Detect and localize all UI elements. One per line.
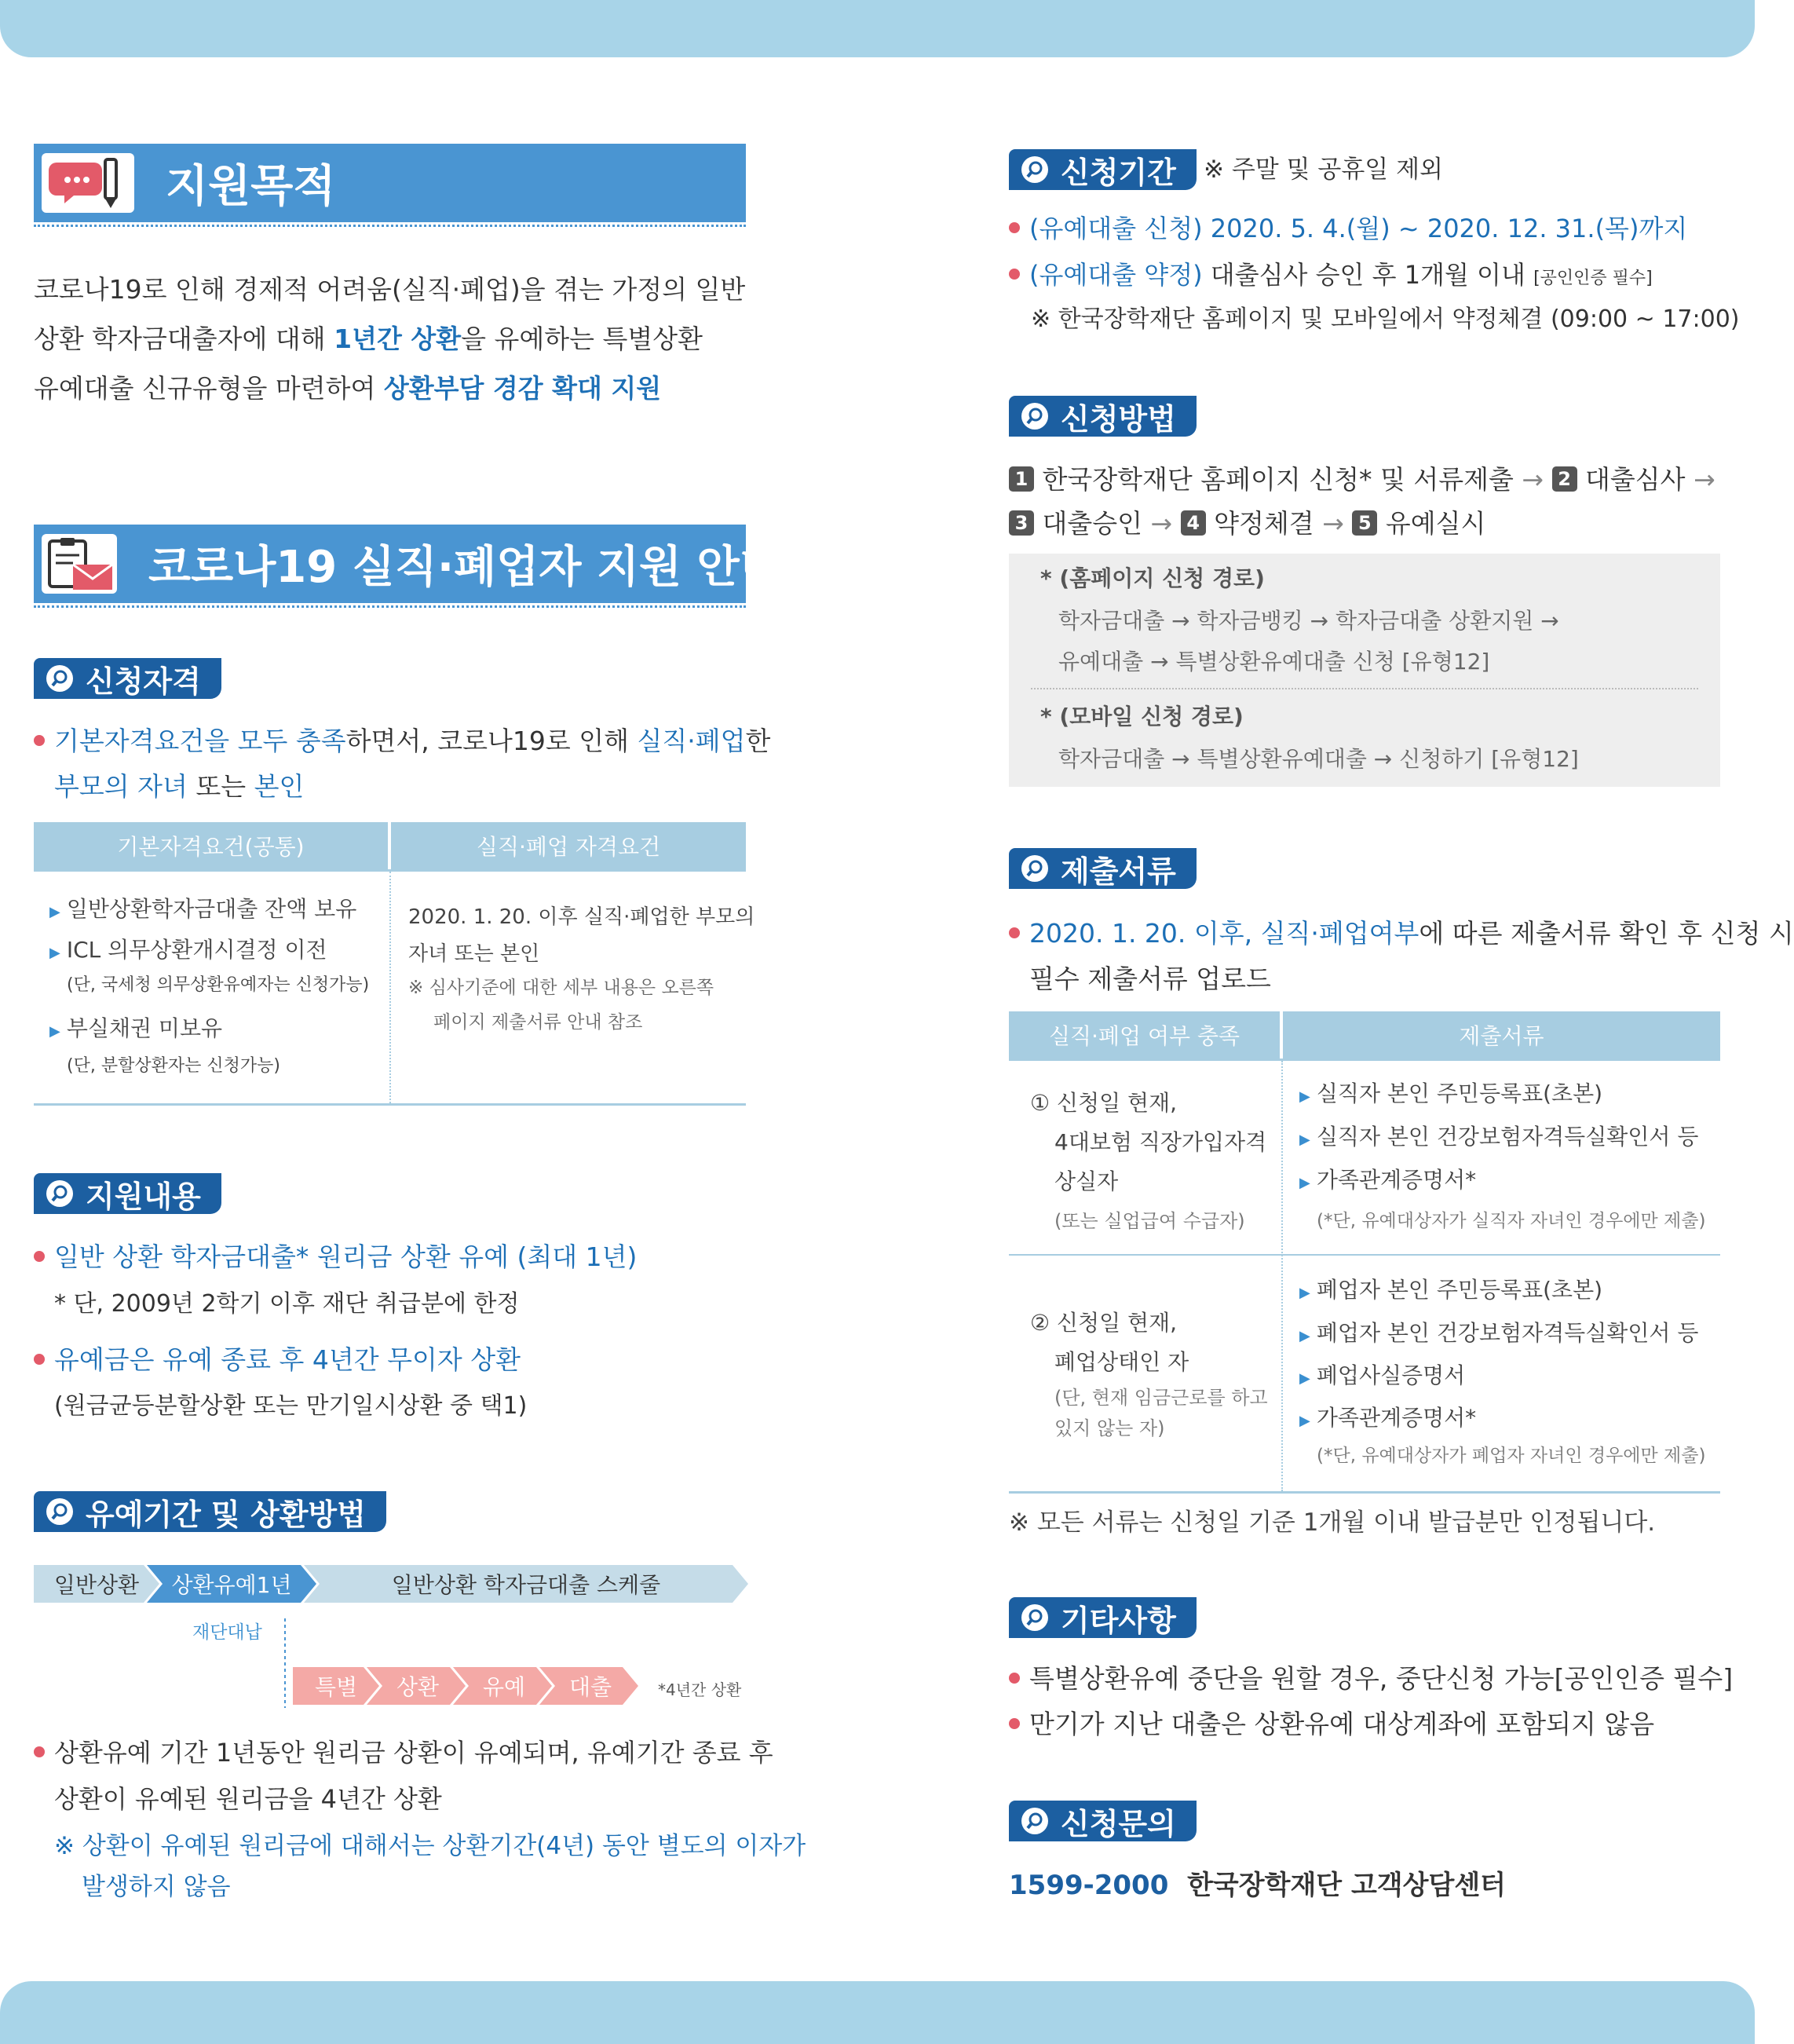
method-steps-line1 (1009, 457, 1715, 503)
eligibility-l2-c: 본인 (254, 771, 305, 802)
documents-title: 제출서류 (1061, 854, 1176, 889)
row1-doc-1-text: 실직자 본인 주민등록표(초본) (1316, 1081, 1603, 1106)
eligibility-req-2-note: (단, 국세청 의무상환유예자는 신청가능) (67, 975, 370, 995)
inquiry-center: 한국장학재단 고객상담센터 (1187, 1870, 1507, 1901)
eligibility-req-2 (49, 931, 327, 973)
support-bullet-1-note: * 단, 2009년 2학기 이후 재단 취급분에 한정 (54, 1290, 520, 1318)
bullet (1009, 1718, 1020, 1729)
eligibility-req-2-text: ICL 의무상환개시결정 이전 (66, 937, 327, 963)
purpose-divider (34, 225, 746, 227)
triangle-bullet-icon: ▶ (1299, 1088, 1310, 1105)
documents-pill (1009, 848, 1197, 889)
step-2: 대출심사 (1585, 464, 1686, 495)
pink-label-2: 상환 (396, 1674, 440, 1700)
magnifier-icon (45, 1497, 75, 1527)
arrow-icon: → (1150, 508, 1173, 539)
apply-period-b1 (1009, 206, 1687, 251)
support-pill (34, 1173, 221, 1214)
other-pill (1009, 1597, 1197, 1638)
documents-col2-header: 제출서류 (1283, 1011, 1720, 1059)
mobile-route-title: * (모바일 신청 경로) (1040, 704, 1244, 729)
eligibility-req-3-text: 부실채권 미보유 (66, 1015, 223, 1041)
apply-period-b2-c: [공인인증 필수] (1533, 269, 1653, 288)
apply-period-b2 (1009, 252, 1653, 302)
job-loss-note-2: 페이지 제출서류 안내 참조 (433, 1012, 643, 1033)
row1-doc-1 (1299, 1074, 1602, 1117)
inquiry-contact (1009, 1863, 1506, 1908)
pink-label-3: 유예 (482, 1674, 526, 1700)
other-title: 기타사항 (1061, 1603, 1176, 1638)
documents-bottom-rule (1009, 1491, 1720, 1494)
bullet (34, 1354, 45, 1365)
step-number-2: 2 (1552, 466, 1577, 492)
row1-cond-l2: 4대보험 직장가입자격 (1054, 1129, 1267, 1155)
eligibility-req-3 (49, 1009, 222, 1051)
period-bullet-l1: 상환유예 기간 1년동안 원리금 상환이 유예되며, 유예기간 종료 후 (54, 1738, 773, 1768)
purpose-line2 (34, 316, 703, 362)
documents-intro-b: 에 따른 제출서류 확인 후 신청 시 (1419, 918, 1794, 949)
apply-period-b2-b: 대출심사 승인 후 1개월 이내 (1202, 260, 1534, 290)
purpose-header (34, 144, 746, 222)
column-divider (389, 872, 391, 1103)
magnifier-icon (45, 1179, 75, 1208)
row2-doc-note: (*단, 유예대상자가 폐업자 자녀인 경우에만 제출) (1317, 1446, 1706, 1466)
guide-title: 코로나19 실직·폐업자 지원 안내 (148, 542, 782, 593)
guide-header (34, 525, 782, 603)
magnifier-icon (1020, 1603, 1050, 1633)
documents-col1-header: 실직·폐업 여부 충족 (1009, 1011, 1280, 1059)
arrow-icon: → (1322, 508, 1344, 539)
eligibility-line1 (34, 719, 770, 764)
purpose-line1: 코로나19로 인해 경제적 어려움(실직·폐업)을 겪는 가정의 일반 (34, 274, 746, 305)
row2-doc-4 (1299, 1399, 1476, 1441)
apply-period-pill (1009, 149, 1197, 190)
method-pill (1009, 396, 1197, 437)
step-number-5: 5 (1352, 510, 1377, 536)
triangle-bullet-icon: ▶ (1299, 1328, 1310, 1344)
triangle-bullet-icon: ▶ (1299, 1132, 1310, 1148)
other-bullet-1-text: 특별상환유예 중단을 원할 경우, 중단신청 가능[공인인증 필수] (1029, 1663, 1734, 1694)
triangle-bullet-icon: ▶ (49, 945, 60, 961)
apply-period-note: ※ 한국장학재단 홈페이지 및 모바일에서 약정체결 (09:00 ~ 17:00) (1031, 305, 1740, 333)
row1-doc-2-text: 실직자 본인 건강보험자격득실확인서 등 (1316, 1124, 1699, 1150)
triangle-bullet-icon: ▶ (1299, 1370, 1310, 1387)
method-steps-line2 (1009, 501, 1485, 547)
row2-doc-3 (1299, 1356, 1465, 1399)
magnifier-icon (45, 664, 75, 693)
triangle-bullet-icon: ▶ (1299, 1413, 1310, 1429)
four-year-note: *4년간 상환 (658, 1680, 742, 1699)
eligibility-req-3-note: (단, 분할상환자는 신청가능) (67, 1056, 280, 1076)
job-loss-req-1: 2020. 1. 20. 이후 실직·폐업한 부모의 (408, 905, 755, 929)
row2-doc-2-text: 폐업자 본인 건강보험자격득실확인서 등 (1316, 1320, 1699, 1346)
magnifier-icon (1020, 155, 1050, 185)
row2-doc-2 (1299, 1314, 1698, 1356)
clipboard-mail-icon (42, 534, 117, 594)
row1-doc-2 (1299, 1117, 1698, 1160)
route-divider (1031, 688, 1698, 689)
other-bullet-2-text: 만기가 지난 대출은 상환유예 대상계좌에 포함되지 않음 (1029, 1709, 1655, 1739)
eligibility-col1-header: 기본자격요건(공통) (34, 822, 388, 869)
row1-cond-note: (또는 실업급여 수급자) (1054, 1210, 1245, 1232)
bullet (1009, 269, 1020, 280)
documents-row-divider (1009, 1254, 1720, 1256)
job-loss-note-1: ※ 심사기준에 대한 세부 내용은 오른쪽 (408, 978, 714, 998)
documents-intro-a: 2020. 1. 20. 이후, 실직·폐업여부 (1029, 918, 1419, 949)
eligibility-l2-a: 부모의 자녀 (54, 771, 188, 802)
row2-doc-3-text: 폐업사실증명서 (1316, 1362, 1466, 1388)
magnifier-icon (1020, 1806, 1050, 1836)
step-number-4: 4 (1181, 510, 1206, 536)
support-bullet-2-note: (원금균등분할상환 또는 만기일시상환 중 택1) (54, 1392, 528, 1420)
eligibility-line2 (54, 764, 304, 810)
row2-cond-l2: 폐업상태인 자 (1054, 1349, 1189, 1375)
purpose-line2-c: 을 유예하는 특별상환 (461, 324, 703, 354)
period-note-l2: 발생하지 않음 (82, 1873, 231, 1901)
home-route-title: * (홈페이지 신청 경로) (1040, 565, 1265, 591)
step-4: 약정체결 (1214, 508, 1314, 539)
period-bullet (34, 1730, 773, 1775)
documents-column-divider (1281, 1061, 1283, 1491)
arrow-deferral: 상환유예1년 (171, 1572, 292, 1598)
arrow-icon: → (1522, 464, 1544, 495)
purpose-title: 지원목적 (166, 161, 336, 212)
row1-cond-l3: 상실자 (1054, 1168, 1119, 1194)
purpose-highlight-support: 상환부담 경감 확대 지원 (383, 373, 662, 404)
step-3: 대출승인 (1042, 508, 1143, 539)
bullet (34, 1251, 45, 1262)
eligibility-l2-b: 또는 (187, 771, 254, 802)
apply-period-b2-a: (유예대출 약정) (1029, 260, 1203, 290)
inquiry-phone[interactable]: 1599-2000 (1009, 1870, 1169, 1901)
home-route-l1: 학자금대출 → 학자금뱅킹 → 학자금대출 상환지원 → (1058, 608, 1559, 634)
period-bullet-l2: 상환이 유예된 원리금을 4년간 상환 (54, 1784, 442, 1814)
apply-period-title: 신청기간 (1061, 155, 1176, 190)
purpose-line3-a: 유예대출 신규유형을 마련하여 (34, 373, 384, 404)
row2-cond-note1: (단, 현재 임금근로를 하고 (1054, 1387, 1268, 1409)
arrow-schedule: 일반상환 학자금대출 스케줄 (391, 1572, 661, 1598)
period-pill (34, 1491, 386, 1532)
apply-period-side-note: ※ 주말 및 공휴일 제외 (1204, 155, 1443, 184)
bullet (1009, 1673, 1020, 1684)
purpose-line2-a: 상환 학자금대출자에 대해 (34, 324, 334, 354)
bullet (1009, 927, 1020, 938)
support-title: 지원내용 (86, 1179, 201, 1214)
inquiry-title: 신청문의 (1061, 1806, 1176, 1841)
documents-intro-l2: 필수 제출서류 업로드 (1029, 963, 1271, 994)
other-bullet-2 (1009, 1702, 1654, 1747)
eligibility-col2-header: 실직·폐업 자격요건 (391, 822, 746, 869)
top-band (0, 0, 1755, 57)
row1-cond-l1: ① 신청일 현재, (1030, 1090, 1178, 1116)
step-1: 한국장학재단 홈페이지 신청* 및 서류제출 (1042, 464, 1514, 495)
period-title: 유예기간 및 상환방법 (86, 1497, 366, 1532)
memo-pencil-icon (42, 153, 134, 213)
eligibility-pill (34, 658, 221, 699)
pink-label-4: 대출 (568, 1674, 612, 1700)
row1-doc-3 (1299, 1161, 1476, 1203)
triangle-bullet-icon: ▶ (1299, 1175, 1310, 1191)
row2-doc-4-text: 가족관계증명서* (1316, 1405, 1477, 1431)
documents-intro-l1 (1009, 911, 1794, 956)
support-bullet-2 (34, 1337, 521, 1383)
triangle-bullet-icon: ▶ (1299, 1285, 1310, 1301)
step-number-3: 3 (1009, 510, 1034, 536)
arrow-icon: → (1694, 464, 1715, 495)
magnifier-icon (1020, 401, 1050, 431)
row2-cond-note2: 있지 않는 자) (1054, 1417, 1165, 1439)
row2-cond-l1: ② 신청일 현재, (1030, 1310, 1178, 1336)
bullet (34, 1746, 45, 1757)
eligibility-l1-b: 하면서, 코로나19로 인해 (345, 726, 638, 756)
eligibility-title: 신청자격 (86, 664, 201, 699)
support-bullet-1 (34, 1234, 637, 1280)
period-note-l1: ※ 상환이 유예된 원리금에 대해서는 상환기간(4년) 동안 별도의 이자가 (54, 1832, 806, 1860)
arrow-general: 일반상환 (53, 1572, 140, 1598)
bullet (34, 735, 45, 746)
support-bullet-1-text: 일반 상환 학자금대출* 원리금 상환 유예 (최대 1년) (54, 1241, 638, 1272)
home-route-l2: 유예대출 → 특별상환유예대출 신청 [유형12] (1058, 649, 1490, 675)
step-number-1: 1 (1009, 466, 1034, 492)
inquiry-pill (1009, 1801, 1197, 1841)
pink-label-1: 특별 (314, 1674, 358, 1700)
eligibility-l1-d: 한 (745, 726, 771, 756)
documents-footer-note: ※ 모든 서류는 신청일 기준 1개월 이내 발급분만 인정됩니다. (1009, 1508, 1656, 1537)
magnifier-icon (1020, 854, 1050, 883)
eligibility-l1-a: 기본자격요건을 모두 충족 (54, 726, 346, 756)
guide-divider (34, 605, 746, 608)
triangle-bullet-icon: ▶ (49, 904, 60, 920)
eligibility-req-1 (49, 890, 356, 932)
row1-doc-note: (*단, 유예대상자가 실직자 자녀인 경우에만 제출) (1317, 1211, 1706, 1231)
row2-doc-1 (1299, 1271, 1602, 1313)
eligibility-req-1-text: 일반상환학자금대출 잔액 보유 (66, 896, 357, 922)
step-5: 유예실시 (1385, 508, 1486, 539)
job-loss-req-2: 자녀 또는 본인 (408, 942, 540, 966)
support-bullet-2-text: 유예금은 유예 종료 후 4년간 무이자 상환 (54, 1344, 521, 1375)
mobile-route-l1: 학자금대출 → 특별상환유예대출 → 신청하기 [유형12] (1058, 746, 1579, 772)
apply-period-b1-text: (유예대출 신청) 2020. 5. 4.(월) ~ 2020. 12. 31.(목)까지 (1029, 214, 1688, 243)
documents-header-rule (1009, 1059, 1720, 1061)
eligibility-l1-c: 실직·폐업 (637, 726, 746, 756)
row1-doc-3-text: 가족관계증명서* (1316, 1167, 1477, 1193)
method-title: 신청방법 (1061, 401, 1176, 437)
bullet (1009, 222, 1020, 233)
purpose-line3 (34, 366, 661, 411)
bottom-band (0, 1981, 1755, 2044)
row2-doc-1-text: 폐업자 본인 주민등록표(초본) (1316, 1277, 1603, 1303)
foundation-pay-label: 재단대납 (192, 1622, 262, 1643)
table-bottom-rule (34, 1103, 746, 1106)
purpose-highlight-1year: 1년간 상환 (334, 324, 462, 354)
other-bullet-1 (1009, 1656, 1733, 1702)
triangle-bullet-icon: ▶ (49, 1023, 60, 1040)
